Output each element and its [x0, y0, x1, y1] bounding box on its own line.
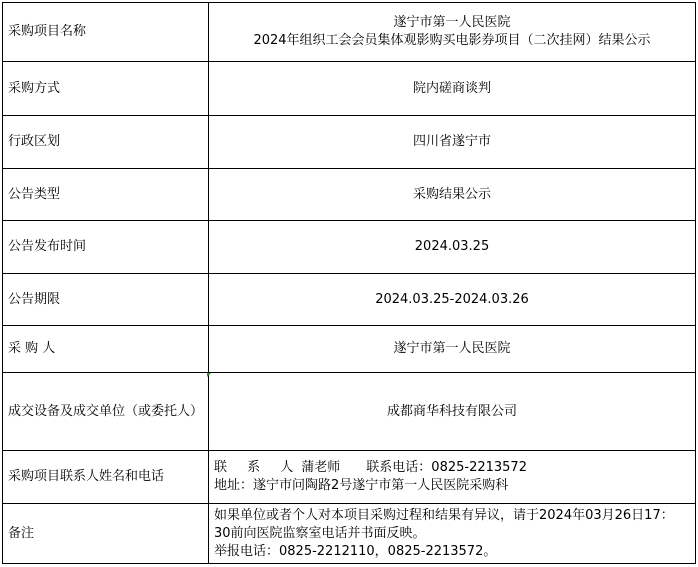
contact-value [209, 451, 696, 504]
contact-address-label: 地址： [214, 478, 254, 493]
remarks-line-2: 举报电话：0825-2212110，0825-2213572。 [214, 543, 497, 559]
row-label-publish-time: 公告发布时间 [3, 221, 209, 274]
contact-line-2 [214, 477, 690, 495]
remarks-line-1: 如果单位或者个人对本项目采购过程和结果有异议，请于2024年03月26日17：30前向医院监察室电话并书面反映。 [214, 507, 674, 541]
table-row [3, 451, 696, 504]
row-label-procurement-method: 采购方式 [3, 62, 209, 116]
row-label-contact: 采购项目联系人姓名和电话 [3, 451, 209, 504]
contact-address: 遂宁市问陶路2号遂宁市第一人民医院采购科 [253, 478, 509, 493]
notice-type-value: 采购结果公示 [209, 169, 696, 221]
procurement-method-value: 院内磋商谈判 [209, 62, 696, 116]
table-row [3, 326, 696, 373]
announcement-table [2, 2, 696, 564]
contact-person-name: 蒲老师 [301, 460, 341, 475]
row-label-notice-type: 公告类型 [3, 169, 209, 221]
table-row [3, 504, 696, 564]
table-row [3, 3, 696, 62]
table-row [3, 221, 696, 274]
project-name-line-1: 遂宁市第一人民医院 [393, 15, 511, 30]
table-row [3, 274, 696, 326]
purchaser-value: 遂宁市第一人民医院 [209, 326, 696, 373]
row-label-remarks: 备注 [3, 504, 209, 564]
winning-unit-value: 成都商华科技有限公司 [209, 373, 696, 451]
contact-person-label: 联 系 人 [214, 460, 302, 475]
cell-comment-marker [207, 373, 211, 377]
project-name-line-2: 2024年组织工会会员集体观影购买电影券项目（二次挂网）结果公示 [253, 33, 651, 48]
contact-line-1 [214, 459, 690, 477]
publish-time-value: 2024.03.25 [209, 221, 696, 274]
project-name-value [209, 3, 696, 62]
region-value: 四川省遂宁市 [209, 116, 696, 169]
notice-period-value: 2024.03.25-2024.03.26 [209, 274, 696, 326]
row-label-purchaser: 采 购 人 [3, 326, 209, 373]
remarks-value [209, 504, 696, 564]
row-label-project-name: 采购项目名称 [3, 3, 209, 62]
table-row [3, 116, 696, 169]
table-row [3, 373, 696, 451]
contact-phone-label: 联系电话： [366, 460, 432, 475]
row-label-notice-period: 公告期限 [3, 274, 209, 326]
row-label-winning-unit: 成交设备及成交单位（或委托人） [3, 373, 209, 451]
contact-phone: 0825-2213572 [431, 460, 527, 475]
row-label-region: 行政区划 [3, 116, 209, 169]
table-row [3, 62, 696, 116]
table-row [3, 169, 696, 221]
